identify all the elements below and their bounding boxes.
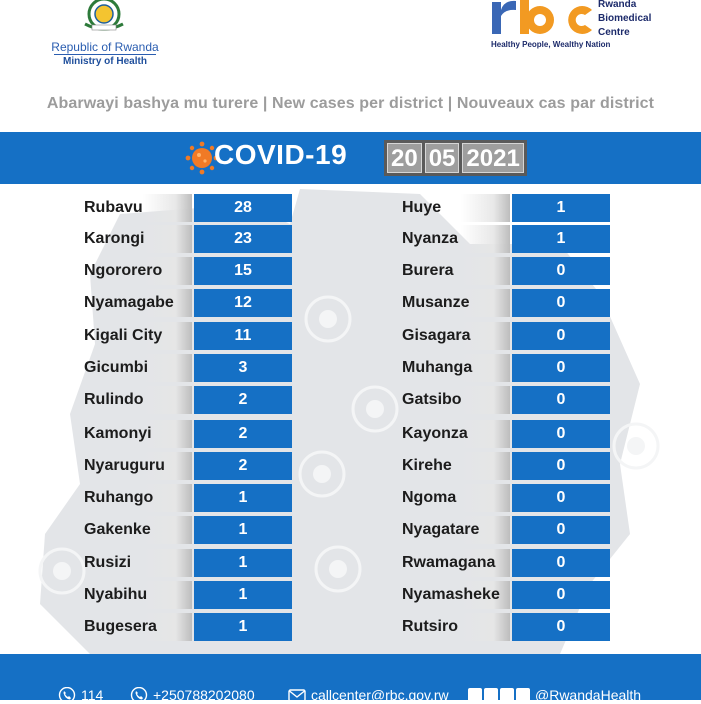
district-case-count: 12 (194, 289, 292, 317)
district-name: Nyagatare (400, 516, 510, 544)
rbc-name-line: Centre (598, 27, 630, 38)
district-name: Ngororero (82, 257, 192, 285)
district-case-count: 2 (194, 452, 292, 480)
district-case-count: 2 (194, 420, 292, 448)
district-name: Ruhango (82, 484, 192, 512)
district-row (82, 581, 294, 609)
district-name: Rwamagana (400, 549, 510, 577)
district-name: Kirehe (400, 452, 510, 480)
district-row (400, 516, 612, 544)
header (0, 0, 701, 82)
report-date (384, 140, 527, 176)
district-name: Gicumbi (82, 354, 192, 382)
district-name: Kigali City (82, 322, 192, 350)
district-name: Kamonyi (82, 420, 192, 448)
district-case-count: 0 (512, 289, 610, 317)
district-row (82, 354, 294, 382)
district-case-count: 0 (512, 322, 610, 350)
district-name: Musanze (400, 289, 510, 317)
district-name: Rutsiro (400, 613, 510, 641)
district-row (82, 516, 294, 544)
district-name: Gatsibo (400, 386, 510, 414)
district-row (82, 225, 294, 253)
district-name: Nyamasheke (400, 581, 510, 609)
district-row (82, 257, 294, 285)
rbc-logo-block (488, 0, 688, 60)
district-row (400, 194, 612, 222)
district-row (400, 354, 612, 382)
district-case-count: 0 (512, 452, 610, 480)
district-row (82, 289, 294, 317)
district-name: Nyaruguru (82, 452, 192, 480)
district-name: Burera (400, 257, 510, 285)
email-icon (288, 687, 306, 703)
footer-phone-short (58, 686, 103, 704)
district-case-count: 0 (512, 354, 610, 382)
district-name: Kayonza (400, 420, 510, 448)
district-case-count: 1 (512, 225, 610, 253)
district-name: Bugesera (82, 613, 192, 641)
district-case-count: 0 (512, 386, 610, 414)
district-case-count: 1 (194, 549, 292, 577)
district-row (82, 322, 294, 350)
ministry-divider (54, 54, 156, 55)
district-case-count: 0 (512, 549, 610, 577)
ministry-name: Ministry of Health (63, 56, 147, 67)
date-month: 05 (425, 143, 460, 173)
district-case-count: 0 (512, 420, 610, 448)
district-case-count: 3 (194, 354, 292, 382)
district-case-count: 0 (512, 516, 610, 544)
ministry-country-name: Republic of Rwanda (51, 40, 159, 54)
district-name: Gisagara (400, 322, 510, 350)
district-row (400, 452, 612, 480)
district-row (400, 289, 612, 317)
district-case-count: 15 (194, 257, 292, 285)
district-name: Rulindo (82, 386, 192, 414)
rbc-name (598, 0, 651, 40)
district-case-count: 23 (194, 225, 292, 253)
district-row (400, 613, 612, 641)
email-text: callcenter@rbc.gov.rw (311, 687, 449, 703)
district-name: Karongi (82, 225, 192, 253)
footer-email (288, 686, 449, 704)
district-row (82, 613, 294, 641)
district-case-count: 1 (512, 194, 610, 222)
date-day: 20 (387, 143, 422, 173)
district-name: Rubavu (82, 194, 192, 222)
district-row (400, 549, 612, 577)
district-row (400, 225, 612, 253)
rbc-name-line: Rwanda (598, 0, 637, 10)
district-case-count: 1 (194, 613, 292, 641)
phone-icon (130, 687, 148, 703)
district-name: Nyabihu (82, 581, 192, 609)
district-row (400, 484, 612, 512)
district-case-count: 0 (512, 581, 610, 609)
ministry-logo-block (48, 0, 162, 70)
district-case-count: 2 (194, 386, 292, 414)
social-handle: @RwandaHealth (535, 687, 642, 703)
district-name: Ngoma (400, 484, 510, 512)
covid-title: COVID-19 (214, 139, 348, 170)
footer-phone-long (130, 686, 255, 704)
district-name: Nyanza (400, 225, 510, 253)
rwanda-emblem-icon (77, 0, 131, 34)
district-row (82, 420, 294, 448)
district-row (400, 322, 612, 350)
district-case-count: 11 (194, 322, 292, 350)
district-name: Gakenke (82, 516, 192, 544)
district-row (82, 452, 294, 480)
phone-long-text: +250788202080 (153, 687, 255, 703)
district-row (82, 484, 294, 512)
district-row (82, 194, 294, 222)
district-row (82, 386, 294, 414)
district-case-count: 28 (194, 194, 292, 222)
district-case-count: 0 (512, 257, 610, 285)
district-case-count: 0 (512, 613, 610, 641)
district-name: Nyamagabe (82, 289, 192, 317)
district-name: Muhanga (400, 354, 510, 382)
district-name: Huye (400, 194, 510, 222)
rbc-name-line: Biomedical (598, 13, 652, 24)
rbc-tagline: Healthy People, Wealthy Nation (491, 40, 611, 49)
district-row (400, 581, 612, 609)
district-name: Rusizi (82, 549, 192, 577)
district-row (400, 420, 612, 448)
district-case-count: 1 (194, 581, 292, 609)
district-case-count: 1 (194, 484, 292, 512)
date-year: 2021 (462, 143, 523, 173)
district-row (400, 257, 612, 285)
district-row (400, 386, 612, 414)
page-subtitle: Abarwayi bashya mu turere | New cases per district | Nouveaux cas par district (46, 95, 655, 112)
rbc-logo (490, 0, 596, 38)
phone-icon (58, 687, 76, 703)
district-row (82, 549, 294, 577)
footer-social (468, 686, 641, 704)
phone-short-text: 114 (81, 687, 104, 703)
title-band (0, 132, 701, 184)
district-case-count: 0 (512, 484, 610, 512)
district-case-count: 1 (194, 516, 292, 544)
